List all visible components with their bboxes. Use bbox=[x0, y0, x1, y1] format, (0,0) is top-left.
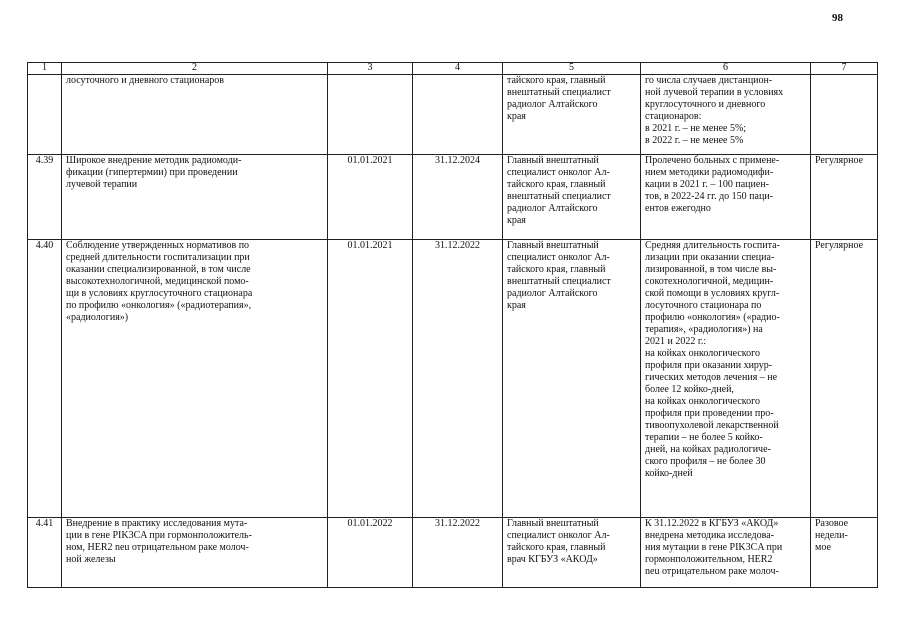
indicator-text: Пролечено больных с примене- нием методики радиомодифи- кации в 2021 г. – 100 пациен- тов, в 2022-24 гг. до 150 паци- ентов ежегодно bbox=[641, 155, 811, 240]
column-header-6: 6 bbox=[641, 63, 811, 75]
indicator-text: Средняя длительность госпита- лизации при оказании специа- лизированной, в том числе вы- сокотехнологичной, медицин- ской помощи в условиях кругл- лосуточного стационара по профилю «онкология» («радио- терапия», «радиология») на 2021 и 2022 г.: на койках онкологического профиля при оказании хирур- гических методов лечения – не более 12 койко-дней, на койках онкологического профиля при проведении про- тивоопухолевой лекарственной терапии – не более 5 койко- дней, на койках радиологиче- ского профиля – не более 30 койко-дней bbox=[641, 240, 811, 518]
end-date: 31.12.2022 bbox=[413, 518, 503, 588]
responsible-text: Главный внештатный специалист онколог Ал- тайского края, главный внештатный специалист радиолог Алтайского края bbox=[503, 155, 641, 240]
indicator-text: го числа случаев дистанцион- ной лучевой терапии в условиях круглосуточного и дневного стационаров: в 2021 г. – не менее 5%; в 2022 г. – не менее 5% bbox=[641, 75, 811, 155]
responsible-text: Главный внештатный специалист онколог Ал- тайского края, главный внештатный специалист радиолог Алтайского края bbox=[503, 240, 641, 518]
measure-text: лосуточного и дневного стационаров bbox=[62, 75, 328, 155]
end-date: 31.12.2024 bbox=[413, 155, 503, 240]
measure-type bbox=[811, 75, 878, 155]
column-header-7: 7 bbox=[811, 63, 878, 75]
responsible-text: Главный внештатный специалист онколог Ал- тайского края, главный врач КГБУЗ «АКОД» bbox=[503, 518, 641, 588]
measure-type: Разовое недели- мое bbox=[811, 518, 878, 588]
row-number: 4.41 bbox=[28, 518, 62, 588]
table-row bbox=[28, 155, 878, 240]
table-row bbox=[28, 240, 878, 518]
end-date bbox=[413, 75, 503, 155]
measure-type: Регулярное bbox=[811, 155, 878, 240]
responsible-text: тайского края, главный внештатный специалист радиолог Алтайского края bbox=[503, 75, 641, 155]
measure-type: Регулярное bbox=[811, 240, 878, 518]
measure-text: Внедрение в практику исследования мута- ции в гене PIK3CA при гормонположитель- ном, HER2 neu отрицательном раке молоч- ной железы bbox=[62, 518, 328, 588]
indicator-text: К 31.12.2022 в КГБУЗ «АКОД» внедрена методика исследова- ния мутации в гене PIK3CA при гормонположительном, HER2 neu отрицательном раке молоч- bbox=[641, 518, 811, 588]
start-date bbox=[328, 75, 413, 155]
column-header-1: 1 bbox=[28, 63, 62, 75]
measure-text: Широкое внедрение методик радиомоди- фикации (гипертермии) при проведении лучевой терапии bbox=[62, 155, 328, 240]
column-header-5: 5 bbox=[503, 63, 641, 75]
start-date: 01.01.2021 bbox=[328, 155, 413, 240]
row-number bbox=[28, 75, 62, 155]
start-date: 01.01.2022 bbox=[328, 518, 413, 588]
column-header-3: 3 bbox=[328, 63, 413, 75]
column-header-4: 4 bbox=[413, 63, 503, 75]
header-row bbox=[28, 63, 878, 75]
row-number: 4.39 bbox=[28, 155, 62, 240]
table-row bbox=[28, 75, 878, 155]
table-row bbox=[28, 518, 878, 588]
end-date: 31.12.2022 bbox=[413, 240, 503, 518]
start-date: 01.01.2021 bbox=[328, 240, 413, 518]
page-number: 98 bbox=[832, 12, 843, 24]
row-number: 4.40 bbox=[28, 240, 62, 518]
document-table bbox=[27, 62, 878, 588]
measure-text: Соблюдение утвержденных нормативов по средней длительности госпитализации при оказании специализированной, в том числе высокотехнологичной, медицинской помо- щи в условиях круглосуточного стационара по профилю «онкология» («радиотерапия», «радиология») bbox=[62, 240, 328, 518]
column-header-2: 2 bbox=[62, 63, 328, 75]
